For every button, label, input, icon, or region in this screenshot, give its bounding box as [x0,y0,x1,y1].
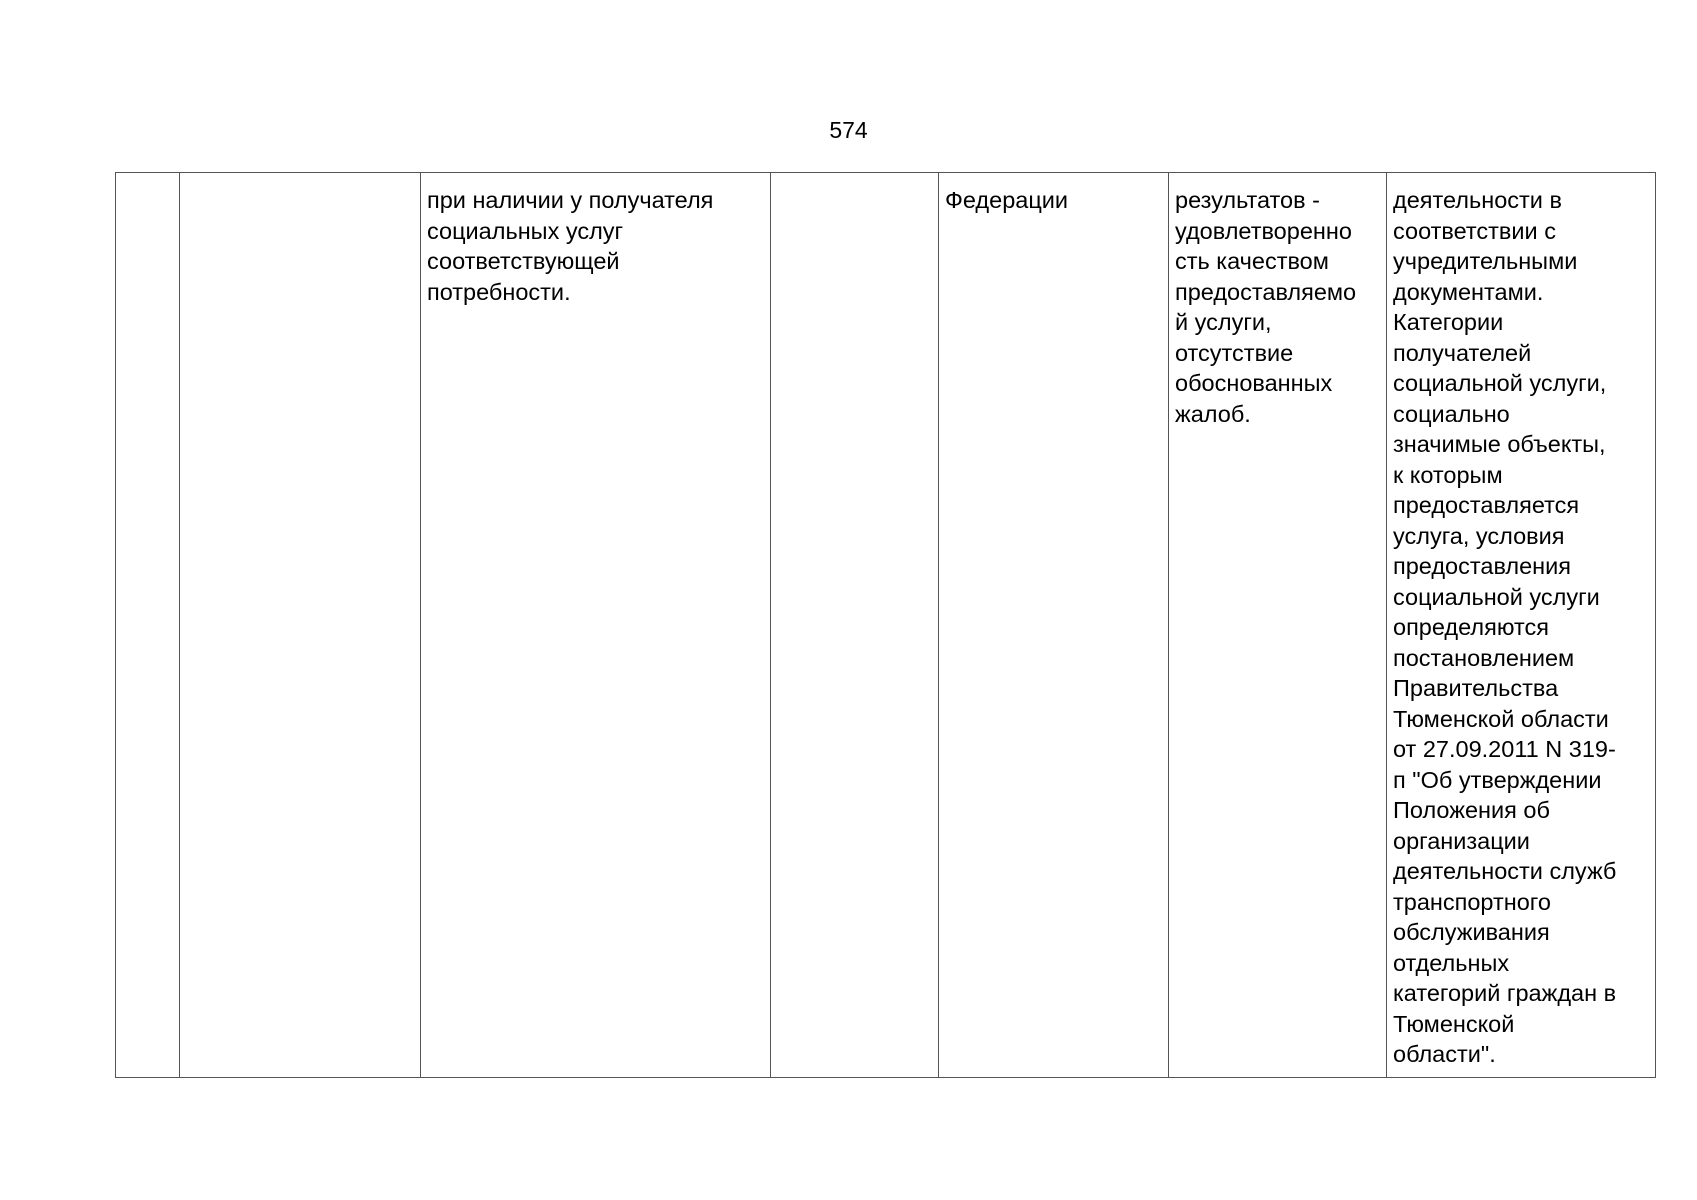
cell-text-line: социальных услуг [427,217,624,244]
cell-text-line: социальной услуги, [1393,370,1607,396]
cell-text-line: соответствии с [1393,217,1556,244]
cell-text-line: удовлетворенно [1175,217,1352,244]
cell-text-line: п "Об утверждении [1393,766,1602,793]
cell-text-line: Тюменской [1393,1010,1515,1037]
cell-text-line: документами. [1393,278,1544,305]
cell-text-line: Правительства [1393,675,1559,701]
cell-text-line: й услуги, [1175,309,1272,335]
cell-text-line: социально [1393,400,1510,427]
cell-text-line: предоставляется [1393,492,1580,518]
cell-text-line: от 27.09.2011 N 319- [1393,736,1616,762]
table-cell-1 [116,173,180,1078]
cell-text-line: сть качеством [1175,248,1329,274]
cell-text-line: результатов - [1175,187,1320,213]
cell-text-line: значимые объекты, [1393,431,1606,457]
cell-text-line: деятельности служб [1393,858,1617,884]
cell-text-line: получателей [1393,339,1532,366]
cell-text-line: постановлением [1393,644,1575,671]
cell-text-line: учредительными [1393,248,1578,274]
cell-text-line: Положения об [1393,797,1550,823]
table-cell-2 [180,173,421,1078]
cell-text-line: отдельных [1393,949,1510,976]
cell-text-line: социальной услуги [1393,583,1600,610]
table-cell-4 [771,173,939,1078]
cell-text-line: организации [1393,827,1530,854]
cell-text-line: Тюменской области [1393,705,1609,732]
cell-text-line: жалоб. [1175,400,1251,427]
cell-text-line: области". [1393,1041,1496,1067]
cell-text-line: предоставления [1393,553,1572,579]
cell-text-line: категорий граждан в [1393,980,1617,1006]
cell-text-line: услуга, условия [1393,522,1565,549]
cell-text-line: к которым [1393,461,1503,488]
table-cell-3 [421,173,771,1078]
cell-text-line: Федерации [945,187,1069,213]
cell-text-line: деятельности в [1393,187,1562,213]
cell-text-line: потребности. [427,278,571,305]
cell-text-line: обоснованных [1175,370,1333,396]
cell-text-line: отсутствие [1175,339,1294,366]
cell-text-line: при наличии у получателя [427,187,714,213]
table-cell-6 [1169,173,1387,1078]
cell-text-line: предоставляемо [1175,278,1357,305]
document-table [115,172,1656,1078]
table-row [116,173,1656,1078]
cell-text-line: обслуживания [1393,919,1550,945]
table-cell-7 [1387,173,1656,1078]
cell-text-line: Категории [1393,309,1504,335]
cell-text-line: соответствующей [427,248,620,274]
table-cell-5 [939,173,1169,1078]
page-number: 574 [829,117,868,143]
cell-text-line: определяются [1393,614,1549,640]
cell-text-line: транспортного [1393,888,1551,915]
